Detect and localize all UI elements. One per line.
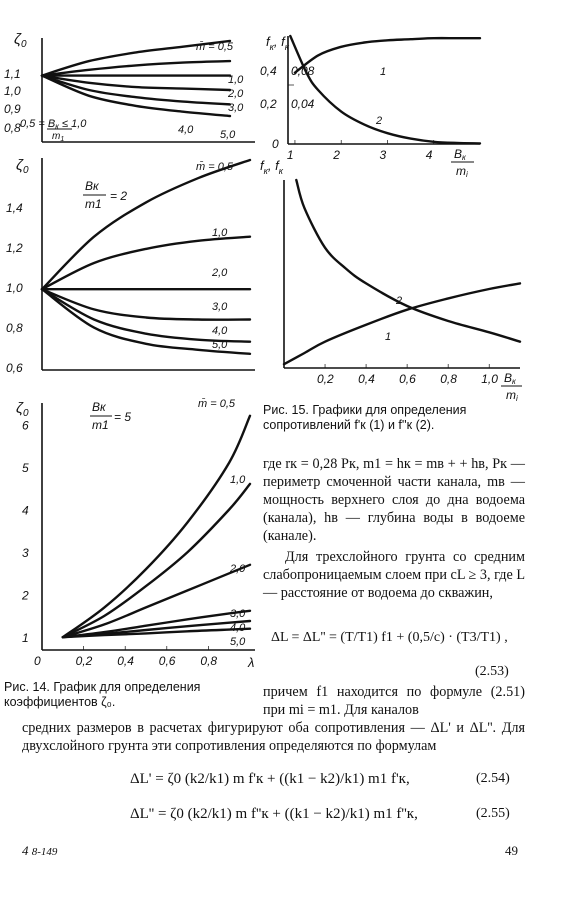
ylabel-14a: $\zeta_0$ bbox=[14, 31, 27, 50]
svg-text:= 5: = 5 bbox=[114, 410, 132, 424]
svg-text:1,2: 1,2 bbox=[6, 241, 23, 255]
series-label-m05: m̄ = 0,5 bbox=[196, 41, 233, 53]
svg-text:1: 1 bbox=[380, 66, 387, 78]
equation-2-55: ΔL'' = ζ0 (k2/k1) m f''к + ((k1 − k2)/k1) m1 f''к, bbox=[130, 806, 418, 822]
svg-text:4,0: 4,0 bbox=[212, 325, 228, 337]
svg-text:mi: mi bbox=[456, 164, 468, 179]
svg-text:1,0: 1,0 bbox=[4, 84, 21, 98]
page-number: 49 bbox=[505, 843, 518, 858]
fig15b-series-2-line bbox=[296, 180, 520, 342]
svg-text:m1: m1 bbox=[92, 418, 109, 432]
fig14c-ytick-5: 2 bbox=[22, 588, 29, 603]
caption-fig15: Рис. 15. Графики для определения сопротивлений f'к (1) и f''к (2). bbox=[263, 403, 467, 432]
equation-number-2-53: (2.53) bbox=[475, 664, 509, 679]
svg-text:3,0: 3,0 bbox=[230, 608, 246, 620]
fig15a-series-1-line bbox=[295, 38, 480, 73]
fig15a-xtick-1: 1 bbox=[286, 148, 294, 162]
svg-text:Bк: Bк bbox=[85, 179, 99, 193]
fig14c-ytick-3: 4 bbox=[22, 503, 29, 518]
fig15b-xtick-1: 0,2 bbox=[317, 372, 334, 386]
svg-text:3,0: 3,0 bbox=[212, 301, 228, 313]
svg-text:0,8: 0,8 bbox=[6, 321, 23, 335]
fig14c-ytick-2: 5 bbox=[22, 460, 29, 475]
svg-text:0,6: 0,6 bbox=[6, 361, 23, 375]
fig14c-ytick-6: 1 bbox=[22, 631, 29, 646]
svg-text:= 2: = 2 bbox=[110, 189, 128, 203]
svg-text:0,9: 0,9 bbox=[4, 102, 21, 116]
svg-text:0,08: 0,08 bbox=[291, 64, 315, 78]
fig14c-xtick-1: 0 bbox=[34, 654, 41, 668]
xlabel-15a: Bк bbox=[454, 147, 466, 162]
svg-text:m1: $m_1$ bbox=[52, 131, 65, 143]
xlabel-14c: λ bbox=[248, 655, 255, 670]
svg-text:1,0: 1,0 bbox=[230, 474, 246, 486]
svg-text:0,2: 0,2 bbox=[260, 97, 277, 111]
fig14a-series-2-line bbox=[42, 61, 230, 76]
ylabel-15b: $f_к$, $f_к$ bbox=[260, 158, 283, 176]
caption-fig14: Рис. 14. График для определения коэффициентов ζ₀. bbox=[4, 680, 201, 709]
fig15b-xtick-5: 1,0 bbox=[481, 372, 498, 386]
chart-fig14c bbox=[0, 395, 262, 680]
svg-text:5,0: 5,0 bbox=[212, 339, 228, 351]
svg-text:2,0: 2,0 bbox=[230, 563, 246, 575]
paragraph-4: средних размеров в расчетах фигурируют оба сопротивления — ΔL' и ΔL''. Для двухслойного грунта эти сопротивления определяются по формулам bbox=[22, 720, 525, 754]
svg-text:4,0: 4,0 bbox=[178, 124, 194, 136]
svg-text:4,0: 4,0 bbox=[230, 622, 246, 634]
svg-text:5,0: 5,0 bbox=[220, 129, 236, 141]
fig15b-xtick-4: 0,8 bbox=[440, 372, 457, 386]
fig14c-xtick-3: 0,4 bbox=[117, 654, 134, 668]
fig15a-xtick-2: 2 bbox=[333, 148, 340, 162]
yticks-15a-left bbox=[260, 64, 279, 151]
yticks-14a bbox=[4, 67, 21, 135]
fig14c-ytick-1: 6 bbox=[22, 418, 29, 433]
paragraph-3: причем f1 находится по формуле (2.51) при mi = m1. Для каналов bbox=[263, 684, 525, 718]
svg-text:0: 0 bbox=[272, 137, 279, 151]
fig14c-ytick-4: 3 bbox=[22, 546, 29, 561]
chart-fig14b bbox=[0, 150, 260, 375]
svg-text:mi: mi bbox=[506, 388, 518, 403]
footer-print-code: 8-149 bbox=[31, 846, 58, 858]
fig15b-xtick-2: 0,4 bbox=[358, 372, 375, 386]
fig14c-xtick-5: 0,8 bbox=[200, 654, 218, 668]
svg-text:0,4: 0,4 bbox=[260, 64, 277, 78]
svg-text:3,0: 3,0 bbox=[228, 102, 244, 114]
equation-2-53: ΔL = ΔL'' = (T/T1) f1 + (0,5/c) · (T3/T1) , bbox=[271, 630, 508, 645]
svg-text:2: 2 bbox=[376, 115, 383, 127]
svg-text:2,0: 2,0 bbox=[228, 88, 244, 100]
fig14b-series-2-line bbox=[42, 237, 250, 290]
svg-text:1: 1 bbox=[385, 331, 392, 343]
equation-2-54: ΔL' = ζ0 (k2/k1) m f'к + ((k1 − k2)/k1) m1 f'к, bbox=[130, 771, 410, 787]
param-label-14b bbox=[83, 179, 127, 211]
footer-sheet-number: 4 8-149 bbox=[22, 843, 58, 858]
chart-fig14a bbox=[0, 30, 260, 150]
svg-text:m̄ = 0,5: m̄ = 0,5 bbox=[196, 161, 233, 173]
paragraph-2: Для трехслойного грунта со средним слабопроницаемым слоем при cL ≥ 3, где L — расстояние от водоема до скважин, bbox=[263, 549, 525, 601]
yticks-15a-inner bbox=[291, 64, 315, 111]
paragraph-1: где rк = 0,28 Pк, m1 = hк = mв + + hв, Pк — периметр смоченной части канала, mв — мощность верхнего слоя до дна водоема (канала), hв — глубина воды в водоеме (канале). bbox=[263, 456, 525, 544]
svg-text:0,04: 0,04 bbox=[291, 97, 315, 111]
svg-text:2,0: 2,0 bbox=[212, 267, 228, 279]
svg-text:m̄ = 0,5: m̄ = 0,5 bbox=[198, 398, 235, 410]
fig15a-xtick-3: 3 bbox=[379, 148, 387, 162]
ylabel-14c: $\zeta_0$ bbox=[16, 400, 29, 419]
xlabel-15b: Bк bbox=[504, 371, 516, 386]
yticks-14b bbox=[6, 201, 23, 375]
fig15a-xtick-4: 4 bbox=[425, 148, 433, 162]
equation-number-2-55: (2.55) bbox=[476, 806, 510, 821]
fig14a-series-6-line bbox=[42, 76, 230, 116]
svg-text:Bк: Bк bbox=[92, 400, 106, 414]
fig14c-series-3-line bbox=[63, 565, 250, 637]
svg-text:2: 2 bbox=[396, 295, 403, 307]
param-label-14c bbox=[90, 400, 131, 432]
svg-text:m1: m1 bbox=[85, 197, 102, 211]
ylabel-14b: $\zeta_0$ bbox=[16, 157, 29, 176]
svg-text:1,0: 1,0 bbox=[6, 281, 23, 295]
svg-text:1,0: 1,0 bbox=[212, 227, 228, 239]
fig14c-xtick-4: 0,6 bbox=[158, 654, 176, 668]
chart-fig15b bbox=[258, 150, 528, 403]
fig15b-xtick-3: 0,6 bbox=[399, 372, 416, 386]
svg-text:1,1: 1,1 bbox=[4, 67, 21, 81]
ylabel-15a: $f_к$, $f_к$ bbox=[266, 34, 289, 52]
svg-text:0,8: 0,8 bbox=[4, 121, 21, 135]
equation-number-2-54: (2.54) bbox=[476, 771, 510, 786]
svg-text:1,4: 1,4 bbox=[6, 201, 23, 215]
svg-text:1,0: 1,0 bbox=[228, 74, 244, 86]
svg-text:5,0: 5,0 bbox=[230, 636, 246, 648]
fig15a-series-2-line bbox=[290, 36, 480, 143]
param-label-14a: 0,5 = Bк ≤ 1,0 bbox=[20, 118, 87, 131]
fig14c-xtick-2: 0,2 bbox=[75, 654, 93, 668]
